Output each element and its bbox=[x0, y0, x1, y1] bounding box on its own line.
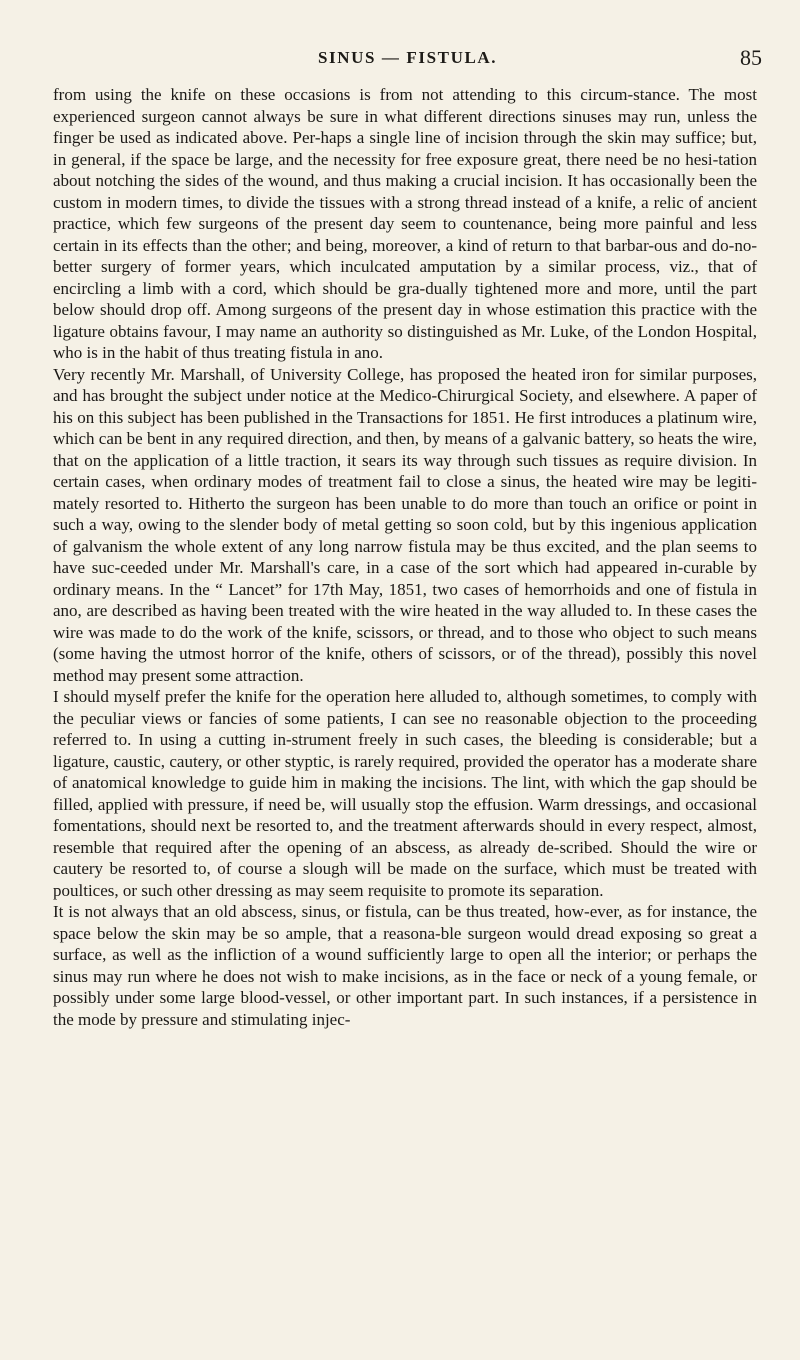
paragraph-4: It is not always that an old abscess, sinus, or fistula, can be thus treated, how-ever, as for instance, the space below the skin may be so ample, that a reasona-ble surgeon would dread exposing so great a surface, as well as the infliction of a wound sufficiently large to open all the interior; or perhaps the sinus may run where he does not wish to make incisions, as in the face or neck of a young female, or possibly under some large blood-vessel, or other important part. In such instances, if a persistence in the mode by pressure and stimulating injec- bbox=[53, 902, 757, 1029]
paragraph-3: I should myself prefer the knife for the operation here alluded to, although sometimes, to comply with the peculiar views or fancies of some patients, I can see no reasonable objection to the proceeding referred to. In using a cutting in-strument freely in such cases, the bleeding is considerable; but a ligature, caustic, cautery, or other styptic, is rarely required, provided the operator has a moderate share of anatomical knowledge to guide him in making the incisions. The lint, with which the gap should be filled, applied with pressure, if need be, will usually stop the effusion. Warm dressings, and occasional fomentations, should next be resorted to, and the treatment afterwards should in every respect, almost, resemble that required after the opening of an abscess, as already de-scribed. Should the wire or cautery be resorted to, of course a slough will be made on the surface, which must be treated with poultices, or such other dressing as may seem requisite to promote its separation. bbox=[53, 687, 757, 900]
running-head bbox=[0, 45, 800, 74]
page-number: 85 bbox=[740, 45, 762, 70]
paragraph-2: Very recently Mr. Marshall, of University College, has proposed the heated iron for similar purposes, and has brought the subject under notice at the Medico-Chirurgical Society, and elsewhere. A paper of his on this subject has been published in the Transactions for 1851. He first introduces a platinum wire, which can be bent in any required direction, and then, by means of a galvanic battery, so heats the wire, that on the application of a little traction, it sears its way through such tissues as require division. In certain cases, when ordinary modes of treatment fail to close a sinus, the heated wire may be legiti-mately resorted to. Hitherto the surgeon has been unable to do more than touch an orifice or point in such a way, owing to the slender body of metal getting so soon cold, but by this ingenious application of galvanism the whole extent of any long narrow fistula may be thus excited, and the plan seems to have suc-ceeded under Mr. Marshall's care, in a case of the sort which had appeared in-curable by ordinary means. In the “ Lancet” for 17th May, 1851, two cases of hemorrhoids and one of fistula in ano, are described as having been treated with the wire heated in the way alluded to. In these cases the wire was made to do the work of the knife, scissors, or thread, and to those who object to such means (some having the utmost horror of the knife, others of scissors, or of the thread), possibly this novel method may present some attraction. bbox=[53, 364, 757, 685]
paragraph-1: from using the knife on these occasions is from not attending to this circum-stance. The most experienced surgeon cannot always be sure in what different directions sinuses may run, unless the finger be used as indicated above. Per-haps a single line of incision through the skin may suffice; but, in general, if the space be large, and the necessity for free exposure great, there need be no hesi-tation about notching the sides of the wound, and thus making a crucial incision. It has occasionally been the custom in modern times, to divide the tissues with a strong thread instead of a knife, a relic of ancient practice, which few surgeons of the present day seem to countenance, being more painful and less certain in its effects than the other; and being, moreover, a kind of return to that barbar-ous and do-no-better surgery of former years, which inculcated amputation by a similar process, viz., that of encircling a limb with a cord, which should be gra-dually tightened more and more, until the part below should drop off. Among surgeons of the present day in whose estimation this practice with the ligature obtains favour, I may name an authority so distinguished as Mr. Luke, of the London Hospital, who is in the habit of thus treating fistula in ano. bbox=[53, 85, 757, 362]
running-title: SINUS — FISTULA. bbox=[318, 48, 498, 67]
body-text bbox=[53, 84, 757, 1030]
